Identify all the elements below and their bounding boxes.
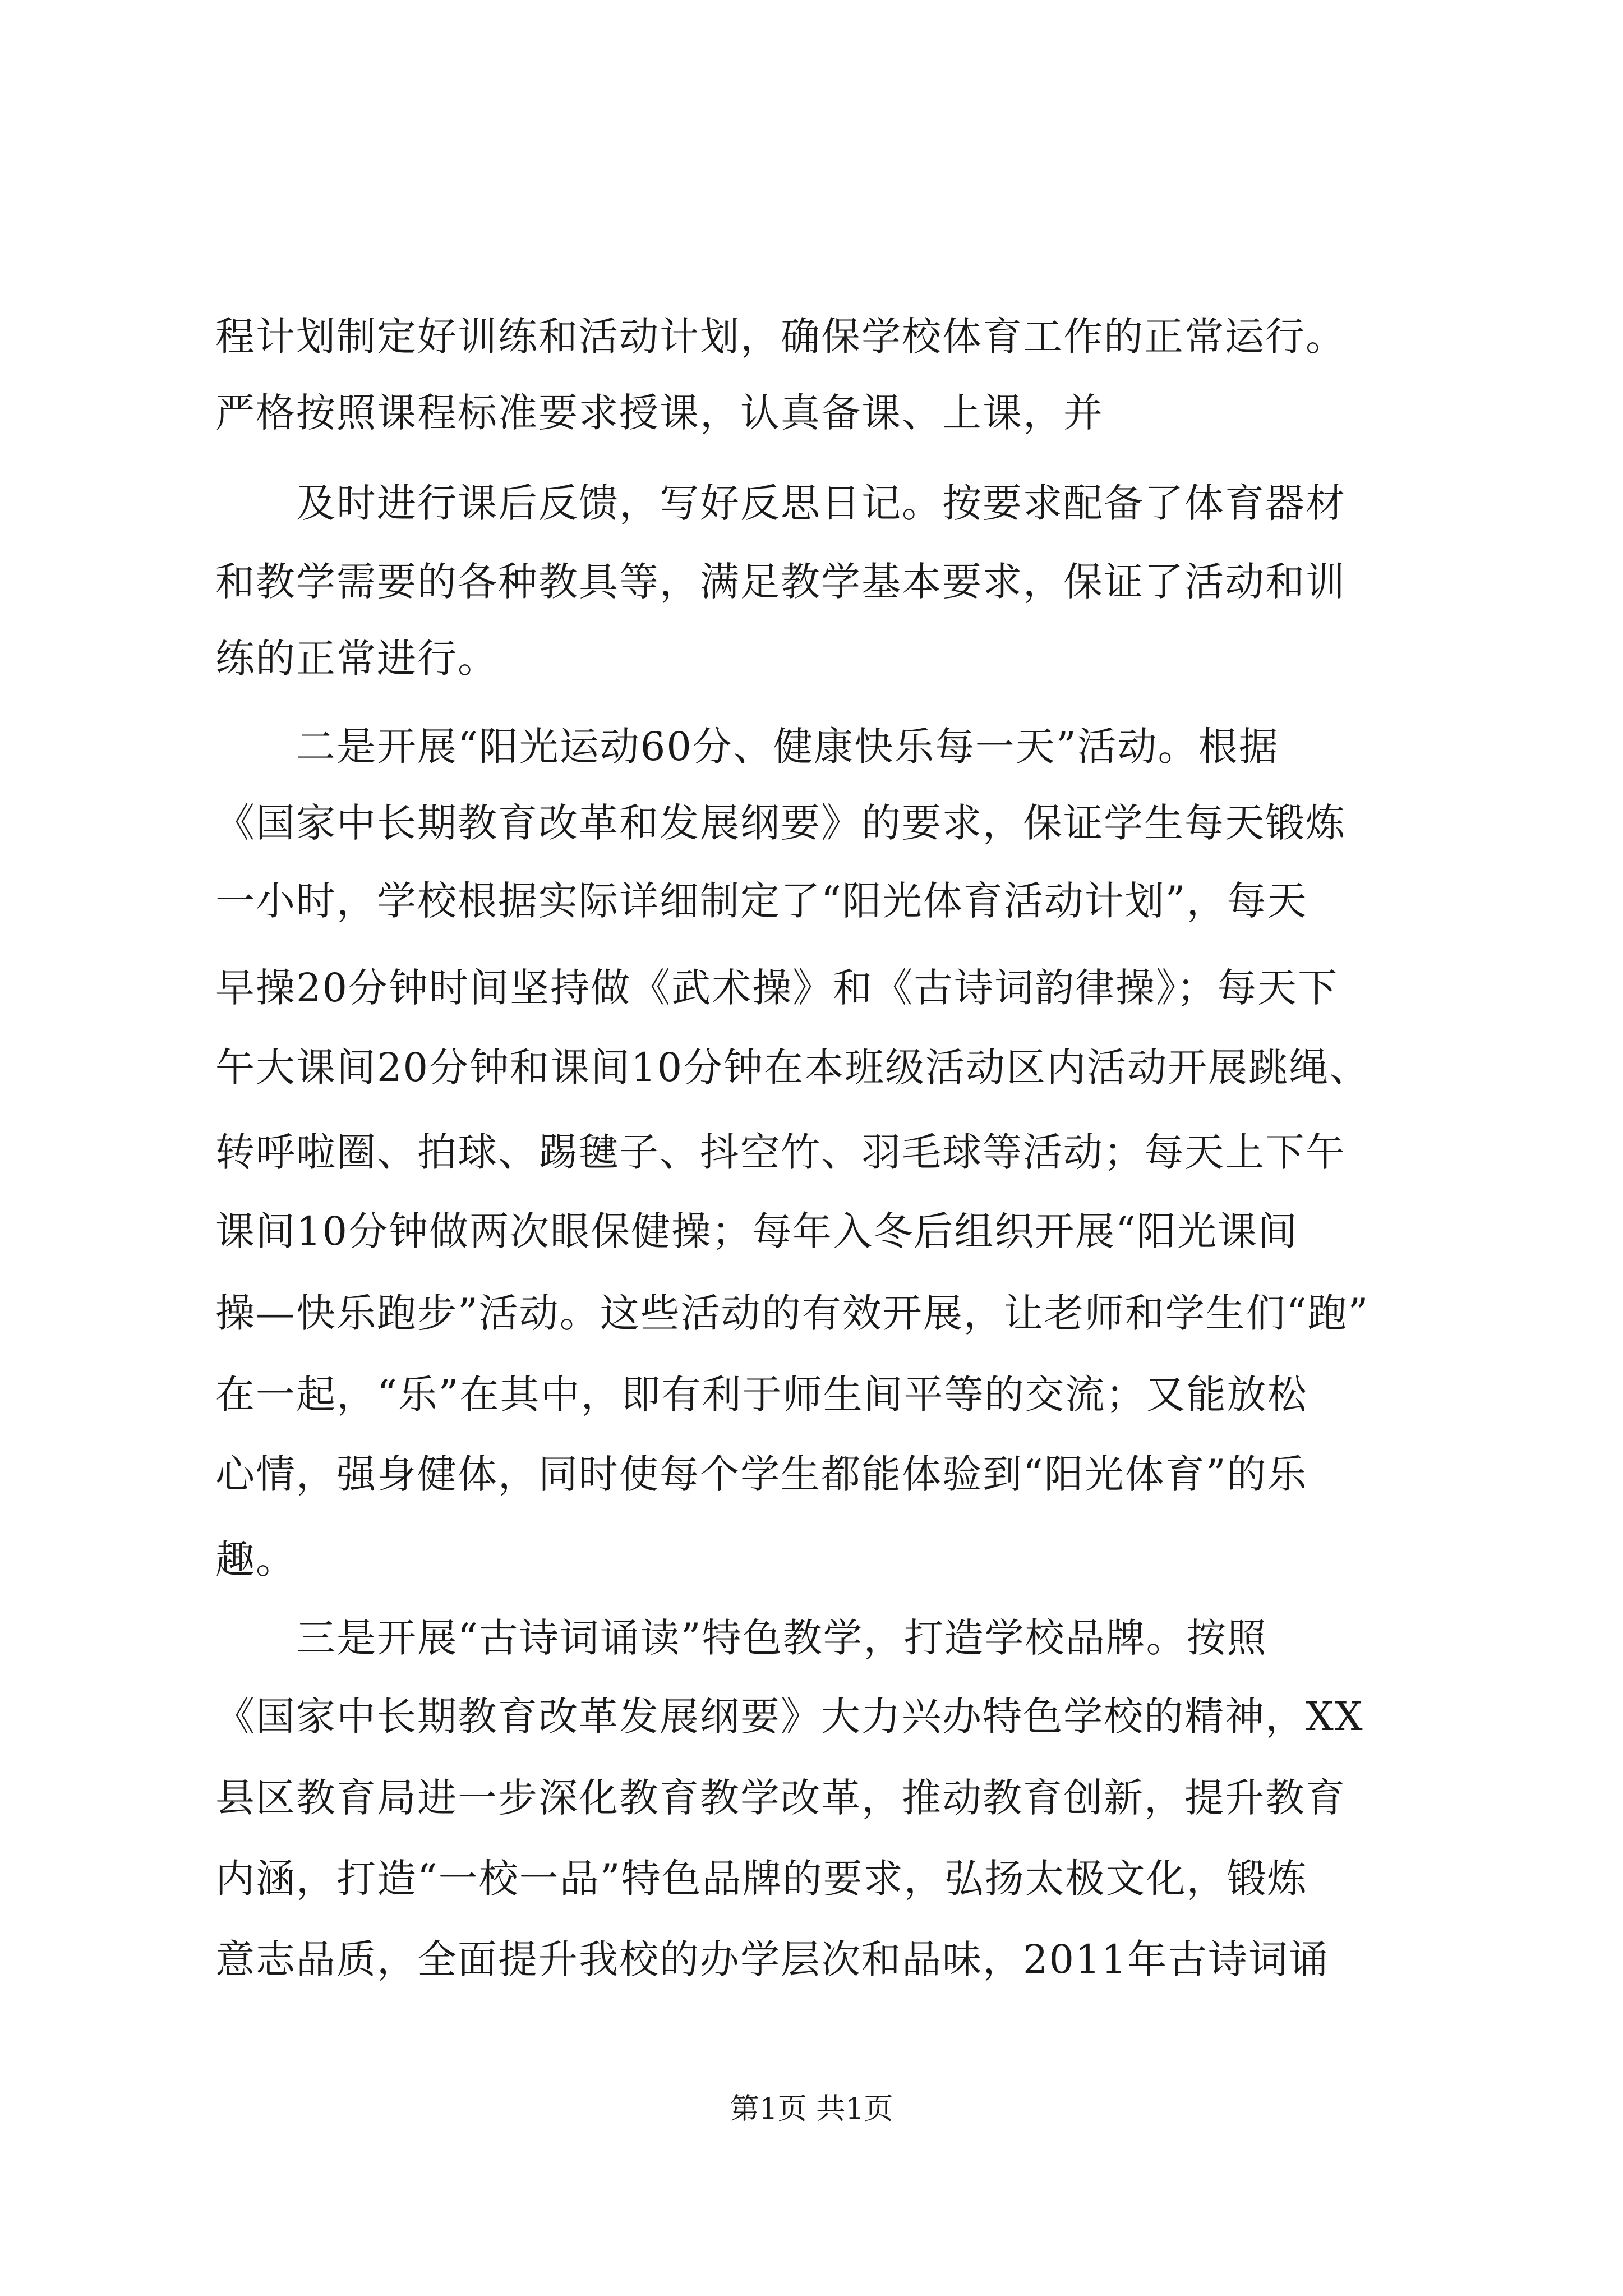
body-line-11: 转呼啦圈、拍球、踢毽子、抖空竹、羽毛球等活动；每天上下午 [215,1129,1346,1175]
body-line-3: 及时进行课后反馈，写好反思日记。按要求配备了体育器材 [296,480,1346,526]
body-line-21: 意志品质，全面提升我校的办学层次和品味，2011年古诗词诵 [215,1936,1330,1982]
body-line-16: 趣。 [215,1536,296,1582]
body-line-5: 练的正常进行。 [215,636,498,682]
body-line-18: 《国家中长期教育改革发展纲要》大力兴办特色学校的精神，XX [215,1694,1364,1740]
body-line-14: 在一起，“乐”在其中，即有利于师生间平等的交流；又能放松 [215,1372,1308,1418]
body-line-8: 一小时，学校根据实际详细制定了“阳光体育活动计划”，每天 [215,878,1308,924]
body-line-19: 县区教育局进一步深化教育教学改革，推动教育创新，提升教育 [215,1775,1346,1821]
body-line-15: 心情，强身健体，同时使每个学生都能体验到“阳光体育”的乐 [215,1451,1308,1497]
body-line-20: 内涵，打造“一校一品”特色品牌的要求，弘扬太极文化，锻炼 [215,1856,1308,1902]
body-line-10: 午大课间20分钟和课间10分钟在本班级活动区内活动开展跳绳、 [215,1045,1370,1091]
body-line-1: 程计划制定好训练和活动计划，确保学校体育工作的正常运行。 [215,314,1346,360]
body-line-2: 严格按照课程标准要求授课，认真备课、上课，并 [215,390,1104,436]
body-line-9: 早操20分钟时间坚持做《武术操》和《古诗词韵律操》；每天下 [215,965,1339,1011]
body-line-6: 二是开展“阳光运动60分、健康快乐每一天”活动。根据 [296,724,1279,770]
page-number-footer: 第1页 共1页 [730,2092,893,2126]
body-line-7: 《国家中长期教育改革和发展纲要》的要求，保证学生每天锻炼 [215,800,1346,846]
body-line-13: 操—快乐跑步”活动。这些活动的有效开展，让老师和学生们“跑” [215,1290,1370,1336]
body-line-17: 三是开展“古诗词诵读”特色教学，打造学校品牌。按照 [296,1615,1267,1661]
body-line-12: 课间10分钟做两次眼保健操；每年入冬后组织开展“阳光课间 [215,1208,1298,1254]
body-line-4: 和教学需要的各种教具等，满足教学基本要求，保证了活动和训 [215,559,1346,605]
